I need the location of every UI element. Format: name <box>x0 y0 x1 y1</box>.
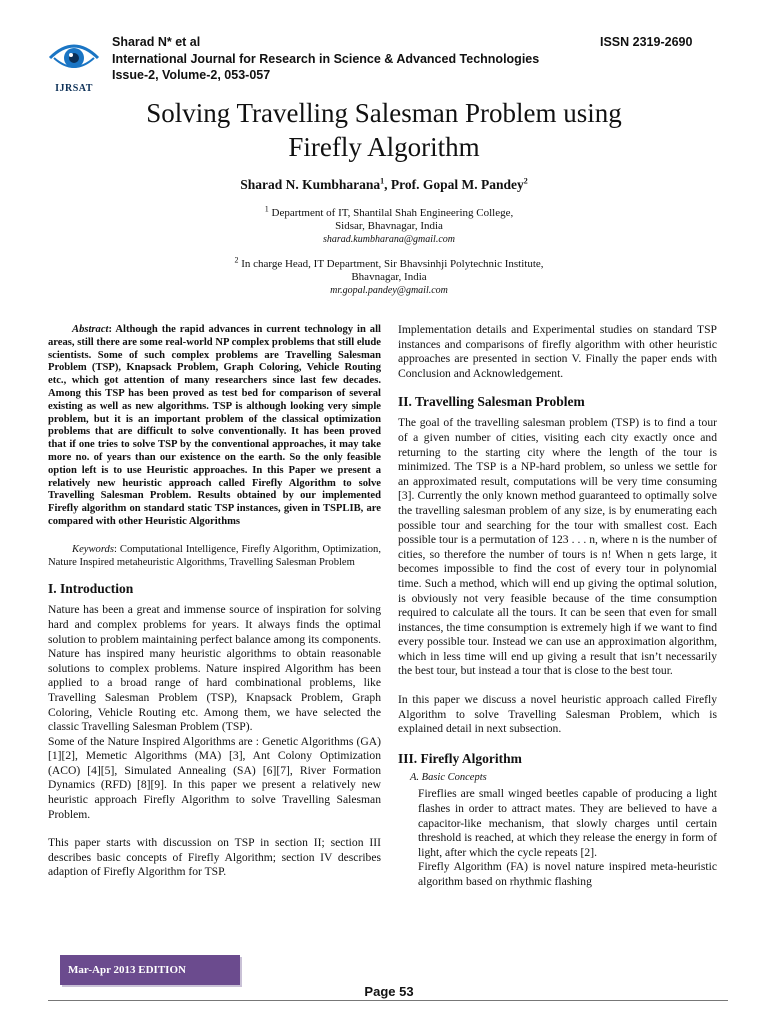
section-2-paragraph-1: The goal of the travelling salesman problem (TSP) is to find a tour of a given number of cities, visiting each city exactly once and returning to the starting city where the length of the tour is minimized. The TSP is a NP-hard problem, so unless we settle for an approximated result, computations will be very time consuming [3]. Currently the only known method guaranteed to optimally solve the travelling salesman problem of any size, is by enumerating each possible tour and searching for the tour with smallest cost. Each possible tour is a permutation of 123 . . . n, where n is the number of cities, so therefore the number of tours is n! When n gets large, it becomes impossible to find the cost of every tour in polynomial time. Such a method, which will end up giving the optimal solution, is obviously not very feasible because of the time consumption required to calculate all the tours. It can be seen that even for small instances, the time consumption is extremely high if we want to find every possible tour. Instead we can use an approximation algorithm, which in less time will end up giving a result that isn’t necessarily the best tour, but instead a tour that is close to the best tour. <box>398 416 717 678</box>
section-3-paragraph-1: Fireflies are small winged beetles capable of producing a light flashes in order to attract mates. They are believed to have a capacitor-like mechanism, that slowly charges until certain threshold is reached, at which they release the energy in form of light, after which the cycle repeats [2]. <box>418 787 717 859</box>
section-3-paragraph-2: Firefly Algorithm (FA) is novel nature inspired meta-heuristic algorithm based on rhythmic flashing <box>418 860 717 888</box>
paper-title-line-2: Firefly Algorithm <box>288 132 480 162</box>
header-journal: International Journal for Research in Science & Advanced Technologies <box>112 52 540 66</box>
affiliation-2-line-2: Bhavnagar, India <box>351 271 427 283</box>
affiliation-2 <box>0 255 768 297</box>
logo-text: IJRSAT <box>55 83 93 94</box>
section-3-body <box>418 787 717 889</box>
affiliation-1-line-1: Department of IT, Shantilal Shah Engineering College, <box>268 207 514 219</box>
paper-title <box>0 96 768 164</box>
affiliation-2-line-1: In charge Head, IT Department, Sir Bhavsinhji Polytechnic Institute, <box>238 258 544 270</box>
right-column <box>398 323 717 890</box>
section-3-subheading: A. Basic Concepts <box>410 771 487 783</box>
eye-logo-icon <box>46 36 102 78</box>
header-author-line: Sharad N* et al <box>112 35 201 49</box>
affiliation-2-email: mr.gopal.pandey@gmail.com <box>330 285 448 296</box>
author-1-name: Sharad N. Kumbharana <box>240 177 381 192</box>
header-issn: ISSN 2319-2690 <box>600 35 693 49</box>
section-3-heading: III. Firefly Algorithm <box>398 750 522 766</box>
section-1-paragraph-3: This paper starts with discussion on TSP in section II; section III describes basic concepts of Firefly Algorithm; section IV describes adaption of Firefly Algorithm for TSP. <box>48 836 381 879</box>
paper-title-line-1: Solving Travelling Salesman Problem using <box>146 98 622 128</box>
section-1-paragraph-1: Nature has been a great and immense source of inspiration for solving hard and complex problems for years. It always finds the optimal solution to problem maintaining perfect balance among its components. Nature has inspired many heuristic algorithms to obtain reasonable solutions to complex problems. Nature inspired Algorithm has been applied to a broad range of hard combinational problems, like Travelling Salesman Problem (TSP), Knapsack Problem, Graph Coloring, Vehicle Routing etc. Among them, we have selected the classic Travelling Salesman Problem (TSP). <box>48 603 381 734</box>
keywords-label: Keywords <box>72 543 114 555</box>
affiliation-1 <box>0 204 768 246</box>
author-list <box>0 177 768 193</box>
section-2-paragraph-2: In this paper we discuss a novel heuristic approach called Firefly Algorithm to solve Travelling Salesman Problem, which is explained detail in next subsection. <box>398 693 717 736</box>
journal-logo <box>46 36 102 92</box>
section-1-paragraph-2: Some of the Nature Inspired Algorithms are : Genetic Algorithms (GA) [1][2], Memetic Algorithms (MA) [3], Ant Colony Optimization (ACO) [4][5], Simulated Annealing (SA) [6][7], River Formation Dynamics (RFD) [8][9]. In this paper we present a relatively new heuristic approach Firefly Algorithm to solve Travelling Salesman Problem. <box>48 734 381 821</box>
affiliation-1-email: sharad.kumbharana@gmail.com <box>323 234 455 245</box>
page-number: Page 53 <box>364 984 414 999</box>
abstract-label: Abstract <box>72 324 109 335</box>
section-1-heading: I. Introduction <box>48 581 134 597</box>
affiliation-1-sup: 1 <box>264 204 269 214</box>
left-column <box>48 324 381 880</box>
abstract <box>48 324 381 529</box>
author-2-name: , Prof. Gopal M. Pandey <box>384 177 524 192</box>
edition-badge: Mar-Apr 2013 EDITION <box>60 955 240 985</box>
keywords <box>48 544 381 570</box>
author-2-sup: 2 <box>523 176 528 186</box>
keywords-text: : Computational Intelligence, Firefly Algorithm, Optimization, Nature Inspired metaheuristic Algorithms, Travelling Salesman Problem <box>48 543 381 568</box>
section-2-heading: II. Travelling Salesman Problem <box>398 394 585 410</box>
abstract-text: : Although the rapid advances in current technology in all areas, still there are some real-world NP complex problems that still elude scientists. Some of such complex problems are Travelling Salesman Problem (TSP), Knapsack Problem, Graph Coloring, Vehicle Routing etc., which got attention of many researchers since last few decades. Among this TSP has been proved as test bed for comparison of several existing as well as new algorithms. TSP is although looking very simple problem, but it is an important problem of the classical optimization problems that are difficult to solve conventionally. It has been proved that if one tries to solve TSP by the conventional approaches, it may take more no. of years than our existence on the earth. So the only feasible option left is to use Heuristic approaches. In this Paper we present a relatively new heuristic approach called Firefly Algorithm to solve Travelling Salesman Problem. Results obtained by our implemented Firefly algorithm on standard static TSP instances, given in TSPLIB, are compared with other Heuristic Algorithms <box>48 324 381 527</box>
right-intro-paragraph: Implementation details and Experimental studies on standard TSP instances and comparisons of firefly algorithm with other heuristic approaches are presented in section V. Finally the paper ends with Conclusion and Acknowledgement. <box>398 323 717 380</box>
affiliation-1-line-2: Sidsar, Bhavnagar, India <box>335 220 443 232</box>
affiliation-2-sup: 2 <box>234 255 239 265</box>
header-issue: Issue-2, Volume-2, 053-057 <box>112 68 271 82</box>
footer-rule <box>48 1000 728 1001</box>
author-1-sup: 1 <box>380 176 385 186</box>
